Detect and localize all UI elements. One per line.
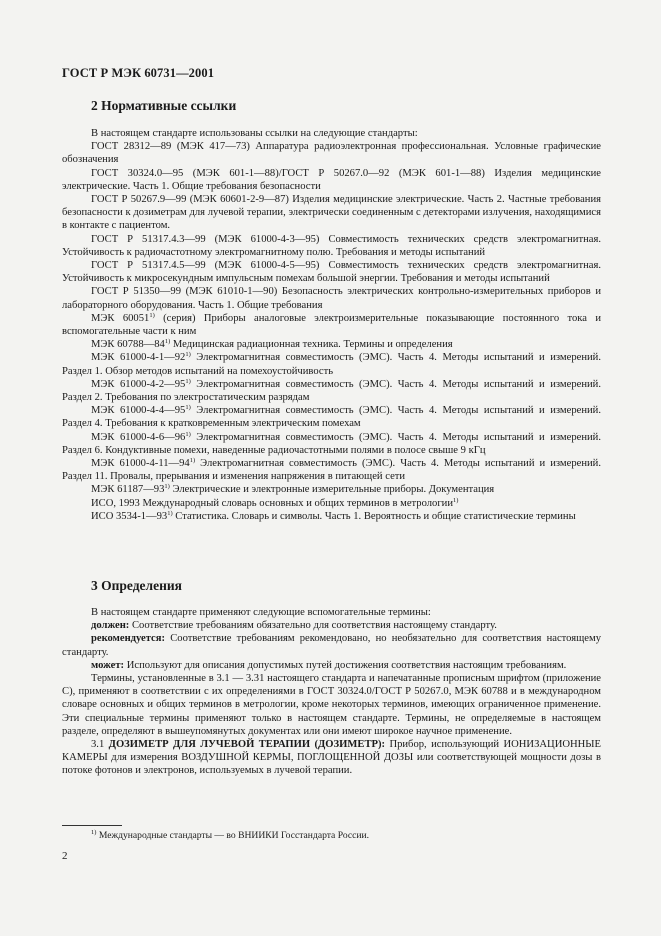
reference-text: ГОСТ Р 51350—99 (МЭК 61010-1—90) Безопасность электрических контрольно-измерительных приборов и лабораторного оборудования. Часть 1. Общие требования xyxy=(62,286,601,311)
reference-text: ГОСТ Р 51317.4.3—99 (МЭК 61000-4-3—95) Совместимость технических средств электромагнитная. Устойчивость к радиочастотному электромагнитному полю. Требования и методы испытаний xyxy=(62,233,601,258)
reference-item xyxy=(62,351,601,377)
reference-text: ГОСТ 28312—89 (МЭК 417—73) Аппаратура радиоэлектронная профессиональная. Условные графические обозначения xyxy=(62,141,601,166)
term-item xyxy=(62,632,601,658)
reference-item xyxy=(62,285,601,311)
reference-code: МЭК 60788—84 xyxy=(91,339,165,351)
reference-code: ИСО 3534-1—93 xyxy=(91,510,168,522)
term-definition: Используют для описания допустимых путей достижения соответствия настоящим требованиям. xyxy=(124,659,567,671)
reference-text: Электрические и электронные измерительные приборы. Документация xyxy=(169,484,495,496)
definition-text: Прибор, использующий ИОНИЗАЦИОННЫЕ КАМЕРЫ для измерения ВОЗДУШНОЙ КЕРМЫ, ПОГЛОЩЕННОЙ ДОЗЫ или соответствующей мощности дозы в потоке фотонов и электронов, используемых в лучевой терапии. xyxy=(62,739,602,777)
definition-term: ДОЗИМЕТР ДЛЯ ЛУЧЕВОЙ ТЕРАПИИ (ДОЗИМЕТР): xyxy=(108,739,386,751)
reference-item xyxy=(62,193,601,233)
reference-item xyxy=(62,457,601,483)
reference-item xyxy=(62,510,601,523)
reference-text: Электромагнитная совместимость (ЭМС). Часть 4. Методы испытаний и измерений. Раздел 4. Требования к кратковременным электрическим помехам xyxy=(62,405,601,430)
reference-item xyxy=(62,483,601,496)
reference-item xyxy=(62,233,601,259)
section-2-body xyxy=(62,127,601,523)
terms-paragraph: Термины, установленные в 3.1 — 3.31 настоящего стандарта и напечатанные прописным шрифтом (приложение С), применяют в соответствии с их определениями в ГОСТ 30324.0/ГОСТ Р 50267.0, МЭК 60788 и в международном словаре основных и общих терминов в метрологии, кроме некоторых терминов, имеющих ограниченное применение. Эти специальные термины применяют только в настоящем стандарте. Термины, не определяемые в настоящем разделе, определяют в вышеупомянутых документах или они имеют широкое научное применение. xyxy=(62,673,601,737)
page-number: 2 xyxy=(62,850,68,862)
reference-text: ГОСТ Р 50267.9—99 (МЭК 60601-2-9—87) Изделия медицинские электрические. Часть 2. Частные требования безопасности к дозиметрам для лучевой терапии, электрически соединенным с детекторами излучения, находящимися в контакте с пациентом. xyxy=(62,194,601,232)
reference-text: Статистика. Словарь и символы. Часть 1. Вероятность и общие статистические термины xyxy=(172,510,576,522)
reference-code: МЭК 61187—93 xyxy=(91,484,165,496)
reference-item xyxy=(62,140,601,166)
section-3-intro: В настоящем стандарте применяют следующие вспомогательные термины: xyxy=(91,607,431,618)
footnote-ref: 1) xyxy=(185,404,191,412)
reference-code: ИСО, 1993 Международный словарь основных и общих терминов в метрологии xyxy=(91,497,454,509)
reference-code: МЭК 61000-4-1—92 xyxy=(91,352,186,364)
footnote-text: Международные стандарты — во ВНИИКИ Госстандарта России. xyxy=(96,830,370,841)
reference-text: Электромагнитная совместимость (ЭМС). Часть 4. Методы испытаний и измерений. Раздел 11. Провалы, прерывания и изменения напряжения в питающей сети xyxy=(62,458,601,483)
term-item xyxy=(62,619,601,632)
reference-text: Электромагнитная совместимость (ЭМС). Часть 4. Методы испытаний и измерений. Раздел 6. Кондуктивные помехи, наведенные радиочастотными полями в полосе свыше 9 кГц xyxy=(62,431,601,456)
section-3-heading: 3 Определения xyxy=(91,578,182,593)
footnote-ref: 1) xyxy=(164,338,171,346)
reference-text: Электромагнитная совместимость (ЭМС). Часть 4. Методы испытаний и измерений. Раздел 2. Требования по электростатическим разрядам xyxy=(62,378,601,404)
section-3-body xyxy=(62,606,601,778)
footnote-ref: 1) xyxy=(185,377,191,385)
reference-code: МЭК 60051 xyxy=(91,312,150,324)
footnote xyxy=(91,830,369,841)
reference-code: МЭК 61000-4-11—94 xyxy=(91,458,190,470)
reference-code: МЭК 61000-4-2—95 xyxy=(91,378,186,390)
reference-item xyxy=(62,431,601,457)
reference-item xyxy=(62,167,601,193)
reference-item xyxy=(62,378,601,404)
reference-list xyxy=(62,140,601,523)
term-word: может: xyxy=(91,659,125,671)
footnote-ref: 1) xyxy=(453,496,459,504)
term-definition: Соответствие требованиям рекомендовано, но необязательно для соответствия настоящему стандарту. xyxy=(62,633,601,658)
reference-item xyxy=(62,404,601,430)
section-2-heading: 2 Нормативные ссылки xyxy=(91,98,237,113)
reference-item xyxy=(62,338,601,351)
footnote-ref: 1) xyxy=(149,311,155,319)
term-word: должен: xyxy=(91,620,130,632)
reference-text: Электромагнитная совместимость (ЭМС). Часть 4. Методы испытаний и измерений. Раздел 1. Обзор методов испытаний на помехоустойчивость xyxy=(62,352,601,377)
reference-text: (серия) Приборы аналоговые электроизмерительные показывающие постоянного тока и вспомогательные части к ним xyxy=(62,312,601,338)
footnote-ref: 1) xyxy=(189,457,196,465)
definition-number: 3.1 xyxy=(91,739,109,751)
reference-code: МЭК 61000-4-6—96 xyxy=(91,431,186,443)
footnote-marker: 1) xyxy=(91,829,97,836)
reference-item xyxy=(62,312,601,338)
reference-code: МЭК 61000-4-4—95 xyxy=(91,405,186,417)
document-header: ГОСТ Р МЭК 60731—2001 xyxy=(62,66,215,80)
term-list xyxy=(62,619,601,672)
footnote-divider xyxy=(62,825,122,826)
footnote-ref: 1) xyxy=(164,483,170,491)
footnote-ref: 1) xyxy=(167,509,173,517)
footnote-ref: 1) xyxy=(185,430,191,438)
reference-text: ГОСТ 30324.0—95 (МЭК 601-1—88)/ГОСТ Р 50267.0—92 (МЭК 601-1—88) Изделия медицинские электрические. Часть 1. Общие требования безопасности xyxy=(62,167,601,192)
term-definition: Соответствие требованиям обязательно для соответствия настоящему стандарту. xyxy=(129,620,497,632)
term-item xyxy=(62,659,601,672)
definition-3-1 xyxy=(62,738,601,778)
section-2-intro: В настоящем стандарте использованы ссылки на следующие стандарты: xyxy=(91,128,418,139)
footnote-ref: 1) xyxy=(185,351,191,359)
term-word: рекомендуется: xyxy=(91,633,166,645)
reference-text: ГОСТ Р 51317.4.5—99 (МЭК 61000-4-5—95) Совместимость технических средств электромагнитная. Устойчивость к микросекундным импульсным помехам большой энергии. Требования и методы испытаний xyxy=(62,260,601,285)
reference-item xyxy=(62,497,601,510)
reference-text: Медицинская радиационная техника. Термины и определения xyxy=(170,339,453,351)
reference-item xyxy=(62,259,601,285)
